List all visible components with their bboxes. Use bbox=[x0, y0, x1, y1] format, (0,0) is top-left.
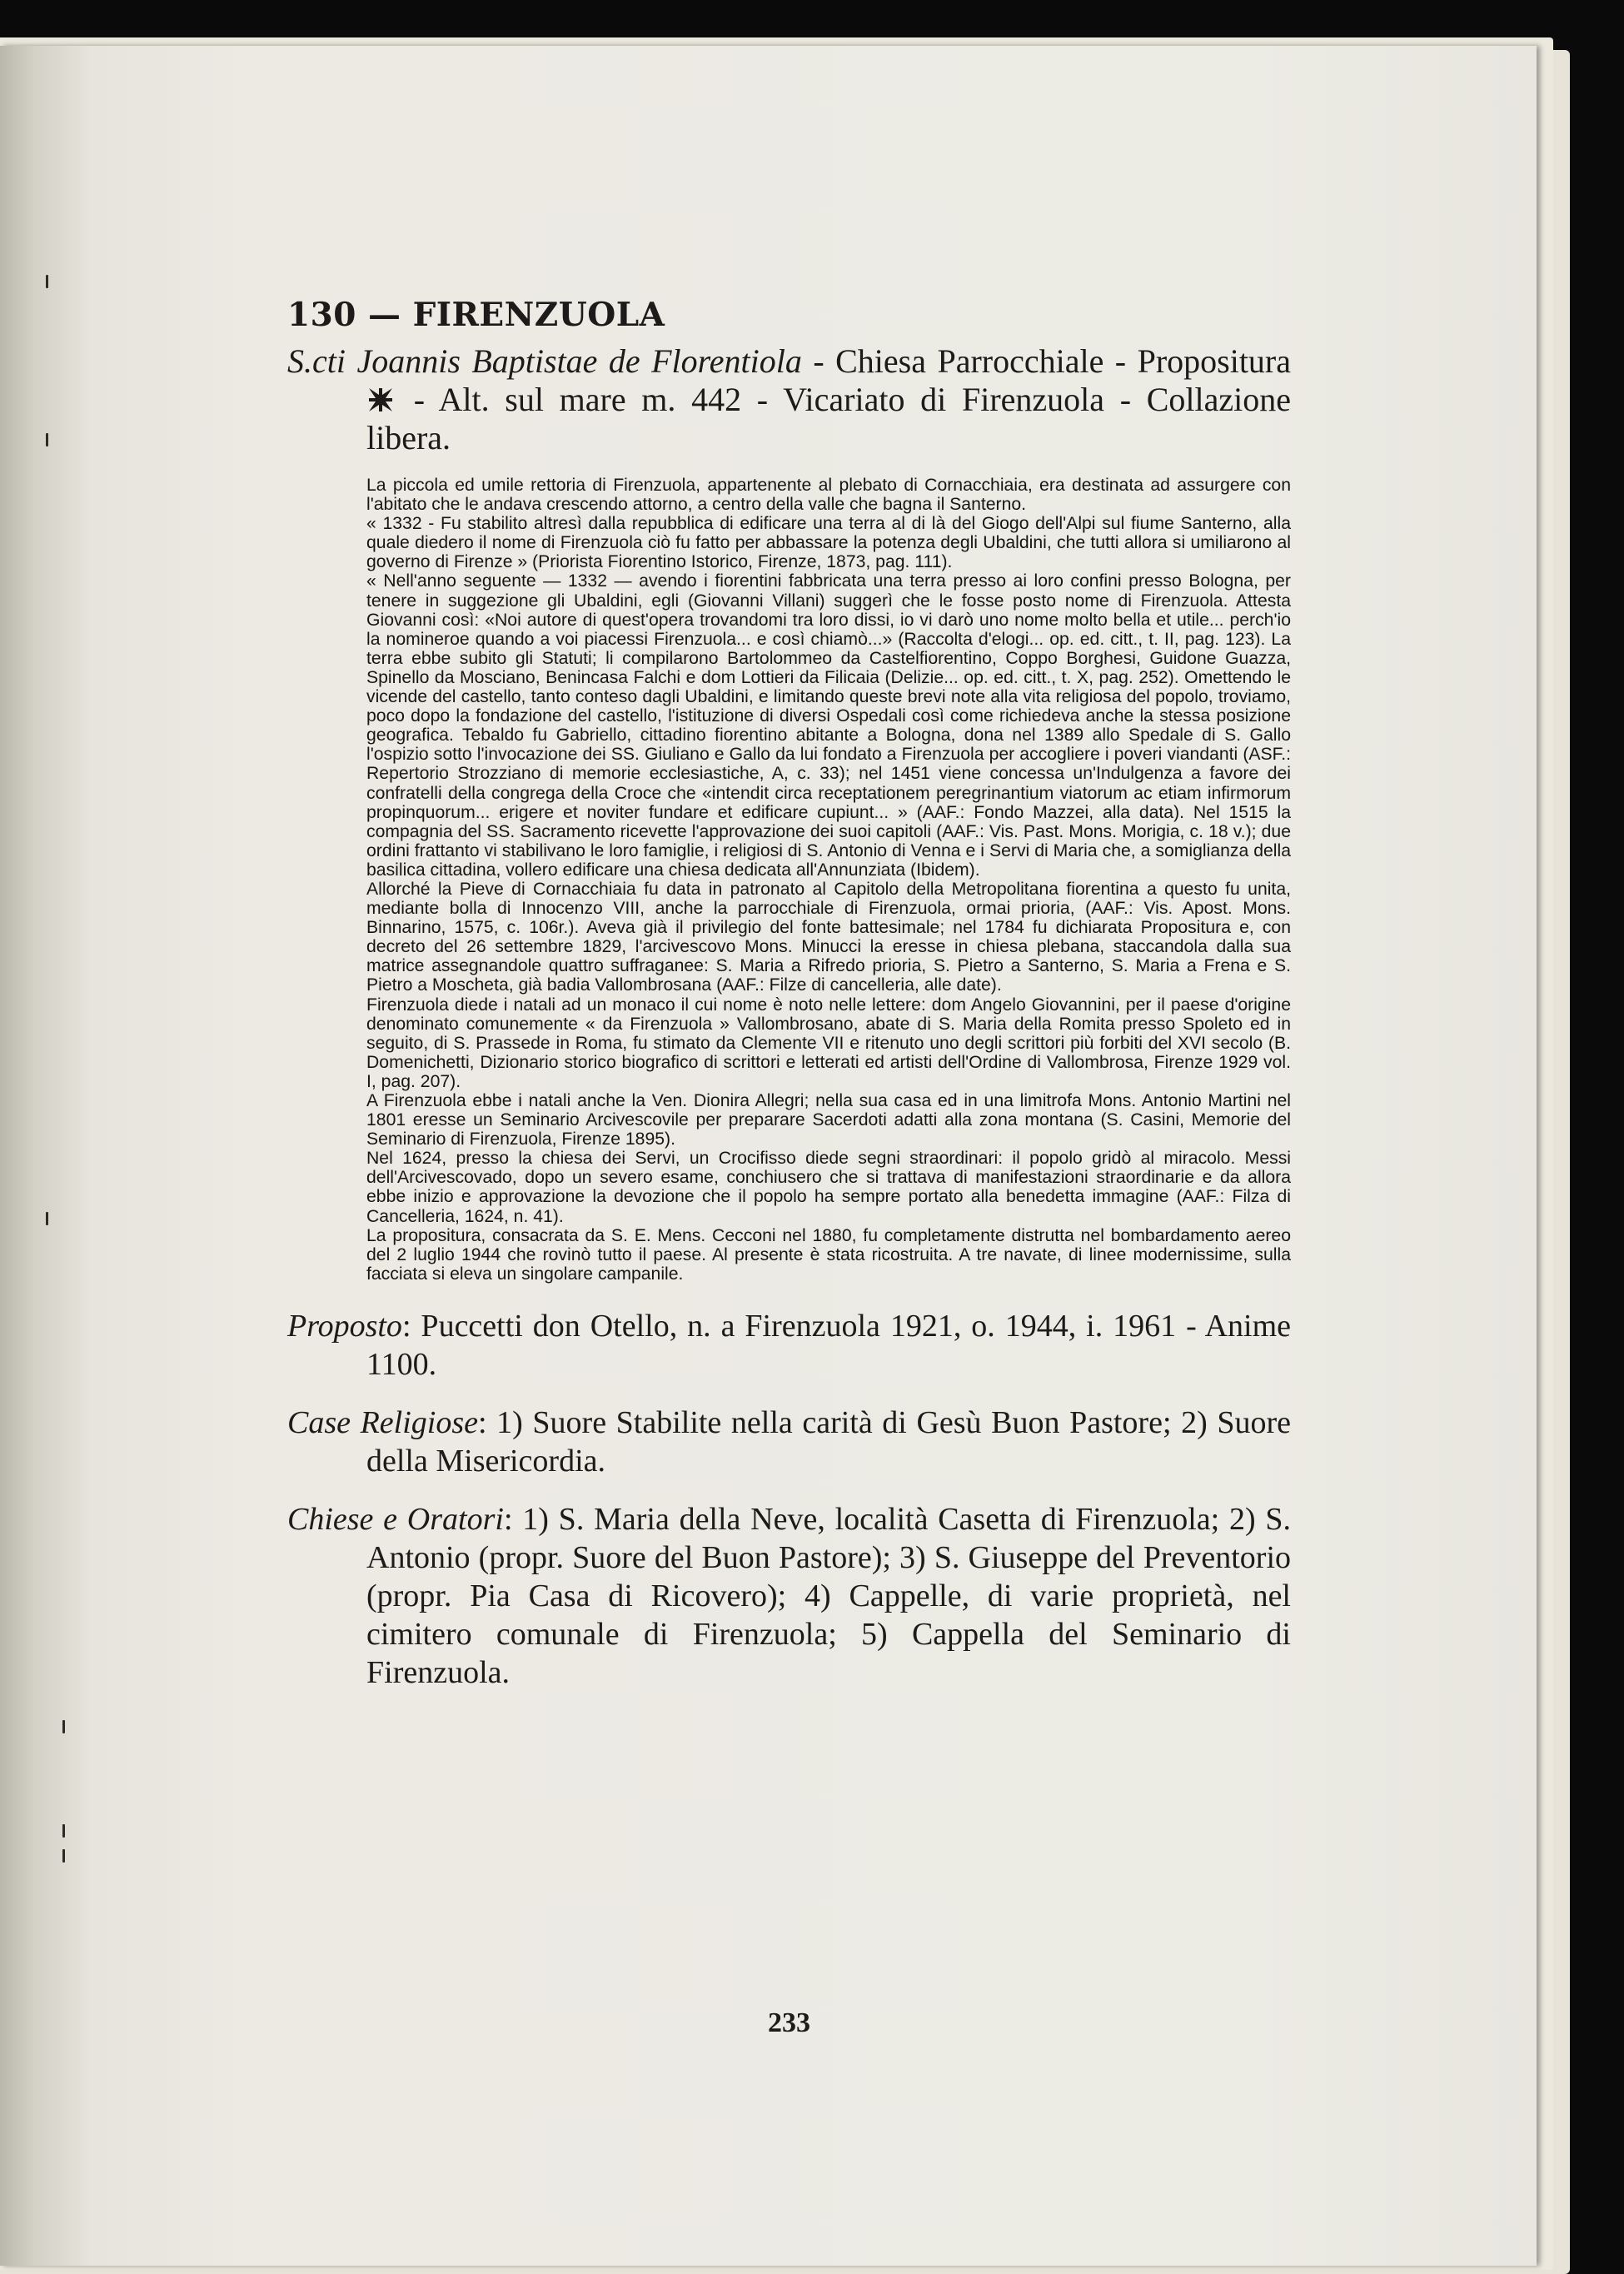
history-paragraph: « 1332 - Fu stabilito altresì dalla repubblica di edificare una terra al di là del Giogo dell'Alpi sul fiume Santerno, alla quale diedero il nome di Firenzuola ciò fu fatto per abbassare la potenza degli Ubaldini, che tutti allora si umiliarono al governo di Firenze » (Priorista Fiorentino Istorico, Firenze, 1873, pag. 111). bbox=[366, 514, 1291, 572]
history-paragraph: Nel 1624, presso la chiesa dei Servi, un Crocifisso diede segni straordinari: il popolo gridò al miracolo. Messi dell'Arcivescovado, dopo un severo esame, conchiusero che si trattava di manifestazioni straordinarie e da allora ebbe inizio e approvazione la devozione che il popolo ha sempre portato alla benedetta immagine (AAF.: Filza di Cancelleria, 1624, n. 41). bbox=[366, 1149, 1291, 1226]
history-paragraph: A Firenzuola ebbe i natali anche la Ven. Dionira Allegri; nella sua casa ed in una limitrofa Mons. Antonio Martini nel 1801 eresse un Seminario Arcivescovile per preparare Sacerdoti adatti alla zona montana (S. Casini, Memorie del Seminario di Firenzuola, Firenze 1895). bbox=[366, 1091, 1291, 1149]
case-religiose-entry bbox=[287, 1404, 1291, 1480]
entry-heading: 130 — FIRENZUOLA bbox=[287, 296, 665, 334]
proposto-entry bbox=[287, 1307, 1291, 1384]
chiese-oratori-entry bbox=[287, 1500, 1291, 1692]
case-religiose-text: : 1) Suore Stabilite nella carità di Gesù Buon Pastore; 2) Suore della Misericordia. bbox=[366, 1404, 1291, 1479]
latin-title: S.cti Joannis Baptistae de Florentiola bbox=[287, 342, 802, 380]
proposto-label: Proposto bbox=[287, 1308, 402, 1344]
history-text bbox=[366, 476, 1291, 1284]
history-paragraph: Firenzuola diede i natali ad un monaco il cui nome è noto nelle lettere: dom Angelo Giovannini, per il paese d'origine denominato comunemente « da Firenzuola » Vallombrosano, abate di S. Maria della Romita presso Spoleto ed in seguito, di S. Prassede in Roma, fu stimato da Clemente VII e ritenuto uno degli scrittori più forbiti del XVI secolo (B. Domenichetti, Dizionario storico biografico di scrittori e letterati ed artisti dell'Ordine di Vallombrosa, Firenze 1929 vol. I, pag. 207). bbox=[366, 995, 1291, 1091]
binding-mark bbox=[46, 433, 48, 446]
binding-mark bbox=[46, 275, 48, 288]
cross-pattee-icon bbox=[366, 386, 395, 414]
binding-mark bbox=[46, 1212, 48, 1225]
binding-mark bbox=[62, 1849, 65, 1863]
history-paragraph: « Nell'anno seguente — 1332 — avendo i fiorentini fabbricata una terra presso ai loro confini presso Bologna, per tenere in suggezione gli Ubaldini, egli (Giovanni Villani) suggerì che le fosse posto nome di Firenzuola. Attesta Giovanni così: «Noi autore di quest'opera trovandomi tra loro dissi, io vi darò uno nome molto bella et utile... perch'io la nomineroe quando a voi piacessi Firenzuola... e così chiamò...» (Raccolta d'elogi... op. ed. citt., t. II, pag. 123). La terra ebbe subito gli Statuti; li compilarono Bartolommeo da Castelfiorentino, Coppo Borghesi, Guidone Guazza, Spinello da Mosciano, Benincasa Falchi e dom Lottieri da Filicaia (Delizie... op. ed. citt., t. X, pag. 252). Omettendo le vicende del castello, tanto conteso dagli Ubaldini, e limitando queste brevi note alla vita religiosa del popolo, troviamo, poco dopo la fondazione del castello, l'istituzione di diversi Ospedali così come richiedeva anche la stessa posizione geografica. Tebaldo fu Gabriello, cittadino fiorentino abitante a Bologna, dona nel 1389 allo Spedale di S. Gallo l'ospizio sotto l'invocazione dei SS. Giuliano e Gallo da lui fondato a Firenzuola per accogliere i poveri viandanti (ASF.: Repertorio Strozziano di memorie ecclesiastiche, A, c. 33); nel 1451 viene concessa un'Indulgenza a favore dei confratelli della congrega della Croce che «intendit circa receptationem peregrinantium viatorum ac etiam infirmorum propinquorum... erigere et noviter fundare et edificare cupiunt... » (AAF.: Fondo Mazzei, alla data). Nel 1515 la compagnia del SS. Sacramento ricevette l'approvazione dei suoi capitoli (AAF.: Vis. Past. Mons. Morigia, c. 18 v.); due ordini frattanto vi stabilivano le loro famiglie, i religiosi di S. Antonio di Venna e i Servi di Maria che, a somiglianza della basilica cittadina, vollero edificare una chiesa dedicata all'Annunziata (Ibidem). bbox=[366, 571, 1291, 880]
case-religiose-label: Case Religiose bbox=[287, 1404, 478, 1440]
chiese-oratori-label: Chiese e Oratori bbox=[287, 1501, 504, 1537]
intro-line2: - Alt. sul mare m. 442 - Vicariato di Firenzuola - Collazione libera. bbox=[366, 381, 1291, 456]
binding-gutter bbox=[46, 46, 62, 2266]
page-content bbox=[287, 296, 1292, 2038]
chiese-oratori-text: : 1) S. Maria della Neve, località Casetta di Firenzuola; 2) S. Antonio (propr. Suore del Buon Pastore); 3) S. Giuseppe del Preventorio (propr. Pia Casa di Ricovero); 4) Cappelle, di varie proprietà, nel cimitero comunale di Firenzuola; 5) Cappella del Seminario di Firenzuola. bbox=[366, 1501, 1291, 1690]
history-paragraph: La piccola ed umile rettoria di Firenzuola, appartenente al plebato di Cornacchiaia, era destinata ad assurgere con l'abitato che le andava crescendo attorno, a centro della valle che bagna il Santerno. bbox=[366, 476, 1291, 515]
history-paragraph: Allorché la Pieve di Cornacchiaia fu data in patronato al Capitolo della Metropolitana fiorentina a questo fu unita, mediante bolla di Innocenzo VIII, anche la parrocchiale di Firenzuola, ormai prioria, (AAF.: Vis. Apost. Mons. Binnarino, 1575, c. 106r.). Aveva già il privilegio del fonte battesimale; nel 1784 fu dichiarata Propositura e, con decreto del 26 settembre 1829, l'arcivescovo Mons. Minucci la eresse in chiesa plebana, staccandola dalla sua matrice assegnandole quattro suffraganee: S. Maria a Rifredo prioria, S. Pietro a Santerno, S. Maria a Frena e S. Pietro a Moscheta, già badia Vallombrosana (AAF.: Filze di cancelleria, alle date). bbox=[366, 879, 1291, 995]
intro-line1: - Chiesa Parrocchiale - Propositura bbox=[801, 342, 1292, 380]
page-number: 233 bbox=[768, 2007, 810, 2038]
history-paragraph: La propositura, consacrata da S. E. Mens. Cecconi nel 1880, fu completamente distrutta nel bombardamento aereo del 2 luglio 1944 che rovinò tutto il paese. Al presente è stata ricostruita. A tre navate, di linee modernissime, sulla facciata si eleva un singolare campanile. bbox=[366, 1225, 1291, 1284]
parish-intro bbox=[287, 342, 1291, 457]
binding-mark bbox=[62, 1720, 65, 1733]
binding-mark bbox=[62, 1824, 65, 1838]
proposto-text: : Puccetti don Otello, n. a Firenzuola 1921, o. 1944, i. 1961 - Anime 1100. bbox=[366, 1308, 1291, 1382]
